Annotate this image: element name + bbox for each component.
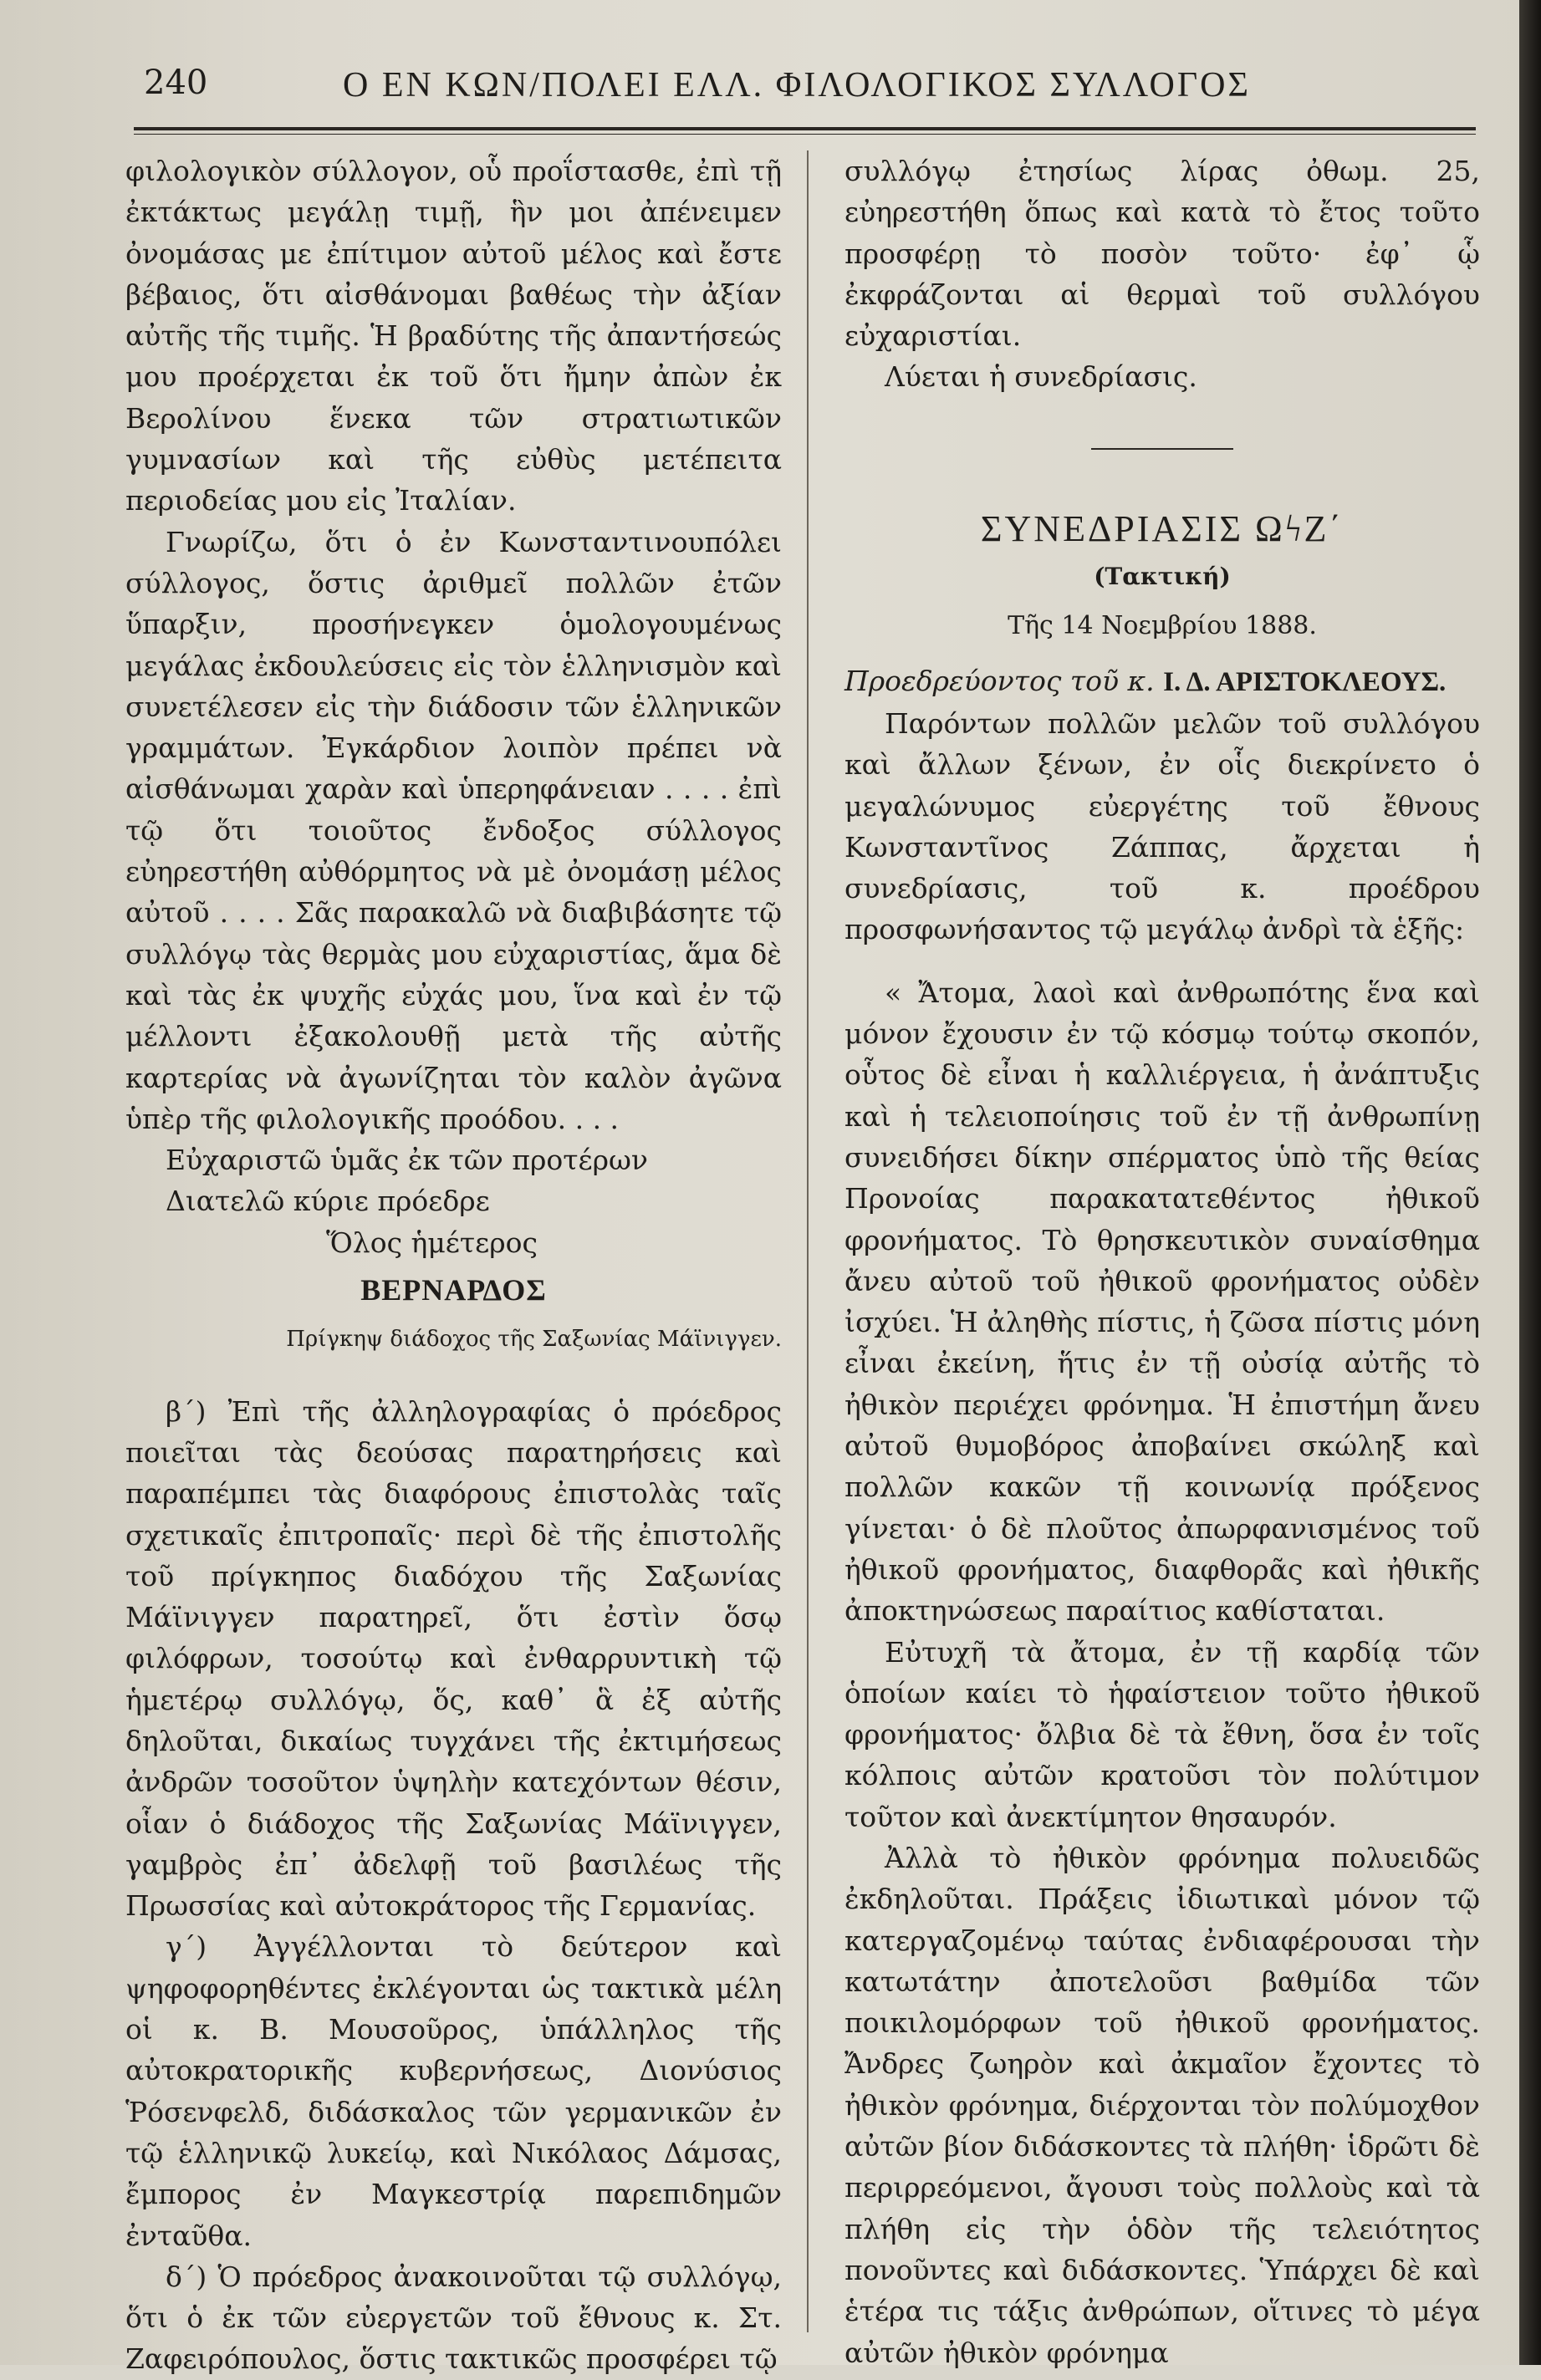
paragraph: « Ἄτομα, λαοὶ καὶ ἀνθρωπότης ἕνα καὶ μόνον ἔχουσιν ἐν τῷ κόσμῳ τούτῳ σκοπόν, οὗτος δὲ εἶναι ἡ καλλιέργεια, ἡ ἀνάπτυξις καὶ ἡ τελειοποίησις τοῦ ἐν τῇ ἀνθρωπίνῃ συνειδήσει δίκην σπέρματος ὑπὸ τῆς θείας Προνοίας παρακατατεθέντος ἠθικοῦ φρονήματος. Τὸ θρησκευτικὸν συναίσθημα ἄνευ αὐτοῦ τοῦ ἠθικοῦ φρονήματος οὐδὲν ἰσχύει. Ἡ ἀληθὴς πίστις, ἡ ζῶσα πίστις μόνη εἶναι ἐκείνη, ἥτις ἐν τῇ οὐσίᾳ αὐτῆς τὸ ἠθικὸν περιέχει φρόνημα. Ἡ ἐπιστήμη ἄνευ αὐτοῦ θυμοβόρος ἀποβαίνει σκώληξ καὶ πολλῶν κακῶν τῇ κοινωνίᾳ πρόξενος γίνεται· ὁ δὲ πλοῦτος ἀπωρφανισμένος τοῦ ἠθικοῦ φρονήματος, διαφθορᾶς καὶ ἠθικῆς ἀποκτηνώσεως παραίτιος καθίσταται. [844, 976, 1480, 1628]
paragraph: Εὐτυχῆ τὰ ἄτομα, ἐν τῇ καρδίᾳ τῶν ὁποίων καίει τὸ ἡφαίστειον τοῦτο ἠθικοῦ φρονήματος· ὄλβια δὲ τὰ ἔθνη, ὅσα ἐν τοῖς κόλποις αὐτῶν κρατοῦσι τὸν πολύτιμον τοῦτον καὶ ἀνεκτίμητον θησαυρόν. [844, 1635, 1480, 1833]
page-header [134, 57, 1438, 124]
paragraph: δ΄) Ὁ πρόεδρος ἀνακοινοῦται τῷ συλλόγῳ, ὅτι ὁ ἐκ τῶν εὐεργετῶν τοῦ ἔθνους κ. Στ. Ζαφειρόπουλος, ὅστις τακτικῶς προσφέρει τῷ [125, 2260, 782, 2376]
chair-line [844, 660, 1480, 703]
paragraph: συλλόγῳ ἐτησίως λίρας ὀθωμ. 25, εὐηρεστήθη ὅπως καὶ κατὰ τὸ ἔτος τοῦτο προσφέρῃ τὸ ποσὸν τοῦτο· ἐφ᾽ ᾧ ἐκφράζονται αἱ θερμαὶ τοῦ συλλόγου εὐχαριστίαι. [844, 155, 1480, 353]
paragraph: Λύεται ἡ συνεδρίασις. [885, 360, 1197, 394]
spacer [844, 950, 1480, 972]
running-title: Ο ΕΝ ΚΩΝ/ΠΟΛΕΙ ΕΛΛ. ΦΙΛΟΛΟΓΙΚΟΣ ΣΥΛΛΟΓΟΣ [343, 66, 1251, 104]
paragraph: Εὐχαριστῶ ὑμᾶς ἐκ τῶν προτέρων [166, 1144, 648, 1177]
header-rule-thin [134, 134, 1476, 135]
paragraph: Παρόντων πολλῶν μελῶν τοῦ συλλόγου καὶ ἄλλων ξένων, ἐν οἷς διεκρίνετο ὁ μεγαλώνυμος εὐεργέτης τοῦ ἔθνους Κωνσταντῖνος Ζάππας, ἄρχεται ἡ συνεδρίασις, τοῦ κ. προέδρου προσφωνήσαντος τῷ μεγάλῳ ἀνδρὶ τὰ ἑξῆς: [844, 706, 1480, 946]
letter-signature: ΒΕΡΝΑΡΔΟΣ [360, 1273, 547, 1307]
paragraph: Διατελῶ κύριε πρόεδρε [166, 1185, 490, 1218]
paragraph: β΄) Ἐπὶ τῆς ἀλληλογραφίας ὁ πρόεδρος ποιεῖται τὰς δεούσας παρατηρήσεις καὶ παραπέμπει τὰς διαφόρους ἐπιστολὰς ταῖς σχετικαῖς ἐπιτροπαῖς· περὶ δὲ τῆς ἐπιστολῆς τοῦ πρίγκηπος διαδόχου τῆς Σαξωνίας Μάϊνιγγεν παρατηρεῖ, ὅτι ἐστὶν ὅσῳ φιλόφρων, τοσούτῳ καὶ ἐνθαρρυντικὴ τῷ ἡμετέρῳ συλλόγῳ, ὅς, καθ᾽ ἃ ἐξ αὐτῆς δηλοῦται, δικαίως τυγχάνει τῆς ἐκτιμήσεως ἀνδρῶν τοσοῦτον ὑψηλὴν κατεχόντων θέσιν, οἷαν ὁ διάδοχος τῆς Σαξωνίας Μάϊνιγγεν, γαμβρὸς ἐπ᾽ ἀδελφῇ τοῦ βασιλέως τῆς Πρωσσίας καὶ αὐτοκράτορος τῆς Γερμανίας. [125, 1394, 782, 1923]
chair-name: Ι. Δ. ΑΡΙΣΤΟΚΛΕΟΥΣ. [1163, 666, 1447, 697]
paragraph: Ἀλλὰ τὸ ἠθικὸν φρόνημα πολυειδῶς ἐκδηλοῦται. Πράξεις ἰδιωτικαὶ μόνον τῷ κατεργαζομένῳ ταύτας ἐνδιαφέρουσαι τὴν κατωτάτην ἀποτελοῦσι βαθμίδα τῶν ποικιλομόρφων τοῦ ἠθικοῦ φρονήματος. Ἄνδρες ζωηρὸν καὶ ἀκμαῖον ἔχοντες τὸ ἠθικὸν φρόνημα, διέρχονται τὸν πολύμοχθον αὐτῶν βίον διδάσκοντες τὰ πλήθη· ἱδρῶτι δὲ περιρρεόμενοι, ἄγουσι τοὺς πολλοὺς καὶ τὰ πλήθη εἰς τὴν ὁδὸν τῆς τελειότητος πονοῦντες καὶ διδάσκοντες. Ὑπάρχει δὲ καὶ ἑτέρα τις τάξις ἀνθρώπων, οἵτινες τὸ μέγα αὐτῶν ἠθικὸν φρόνημα [844, 1841, 1480, 2369]
right-column [844, 150, 1480, 2373]
letter-closing: Ὅλος ἡμέτερος [326, 1226, 538, 1259]
section-divider [1091, 448, 1233, 450]
paragraph: Γνωρίζω, ὅτι ὁ ἐν Κωνσταντινουπόλει σύλλογος, ὅστις ἀριθμεῖ πολλῶν ἐτῶν ὕπαρξιν, προσήνεγκεν ὁμολογουμένως μεγάλας ἐκδουλεύσεις εἰς τὸν ἑλληνισμὸν καὶ συνετέλεσεν εἰς τὴν διάδοσιν τῶν ἑλληνικῶν γραμμάτων. Ἐγκάρδιον λοιπὸν πρέπει νὰ αἰσθάνωμαι χαρὰν καὶ ὑπερηφάνειαν . . . . ἐπὶ τῷ ὅτι τοιοῦτος ἔνδοξος σύλλογος εὐηρεστήθη αὐθόρμητος νὰ μὲ ὀνομάσῃ μέλος αὐτοῦ . . . . Σᾶς παρακαλῶ νὰ διαβιβάσητε τῷ συλλόγῳ τὰς θερμὰς μου εὐχαριστίας, ἅμα δὲ καὶ τὰς ἐκ ψυχῆς εὐχάς μου, ἵνα καὶ ἐν τῷ μέλλοντι ἐξακολουθῇ μετὰ τῆς αὐτῆς καρτερίας νὰ ἀγωνίζηται τὸν καλὸν ἀγῶνα ὑπὲρ τῆς φιλολογικῆς προόδου. . . . [125, 525, 782, 1135]
signatory-title: Πρίγκηψ διάδοχος τῆς Σαξωνίας Μάϊνιγγεν. [286, 1327, 782, 1353]
paragraph: φιλολογικὸν σύλλογον, οὗ προΐστασθε, ἐπὶ τῇ ἐκτάκτως μεγάλῃ τιμῇ, ἣν μοι ἀπένειμεν ὀνομάσας με ἐπίτιμον αὐτοῦ μέλος καὶ ἔστε βέβαιος, ὅτι αἰσθάνομαι βαθέως τὴν ἀξίαν αὐτῆς τῆς τιμῆς. Ἡ βραδύτης τῆς ἀπαντήσεώς μου προέρχεται ἐκ τοῦ ὅτι ἤμην ἀπὼν ἐκ Βερολίνου ἕνεκα τῶν στρατιωτικῶν γυμνασίων καὶ τῆς εὐθὺς μετέπειτα περιοδείας μου εἰς Ἰταλίαν. [125, 155, 782, 517]
chair-label: Προεδρεύοντος τοῦ κ. [844, 664, 1155, 697]
session-date: Τῆς 14 Νοεμβρίου 1888. [1008, 611, 1317, 641]
page-number: 240 [144, 64, 208, 102]
paragraph: γ΄) Ἀγγέλλονται τὸ δεύτερον καὶ ψηφοφορηθέντες ἐκλέγονται ὡς τακτικὰ μέλη οἱ κ. Β. Μουσοῦρος, ὑπάλληλος τῆς αὐτοκρατορικῆς κυβερνήσεως, Διονύσιος Ῥόσενφελδ, διδάσκαλος τῶν γερμανικῶν ἐν τῷ ἑλληνικῷ λυκείῳ, καὶ Νικόλαος Δάμσας, ἔμπορος ἐν Μαγκεστρίᾳ παρεπιδημῶν ἐνταῦθα. [125, 1930, 782, 2252]
left-column [125, 150, 782, 2380]
session-type: (Τακτική) [1094, 563, 1231, 591]
header-rule [134, 127, 1476, 130]
page-binding-edge [1519, 0, 1541, 2365]
column-divider [807, 150, 809, 2332]
session-title: ΣΥΝΕΔΡΙΑΣΙΣ ΩϟΖ΄ [980, 507, 1345, 549]
